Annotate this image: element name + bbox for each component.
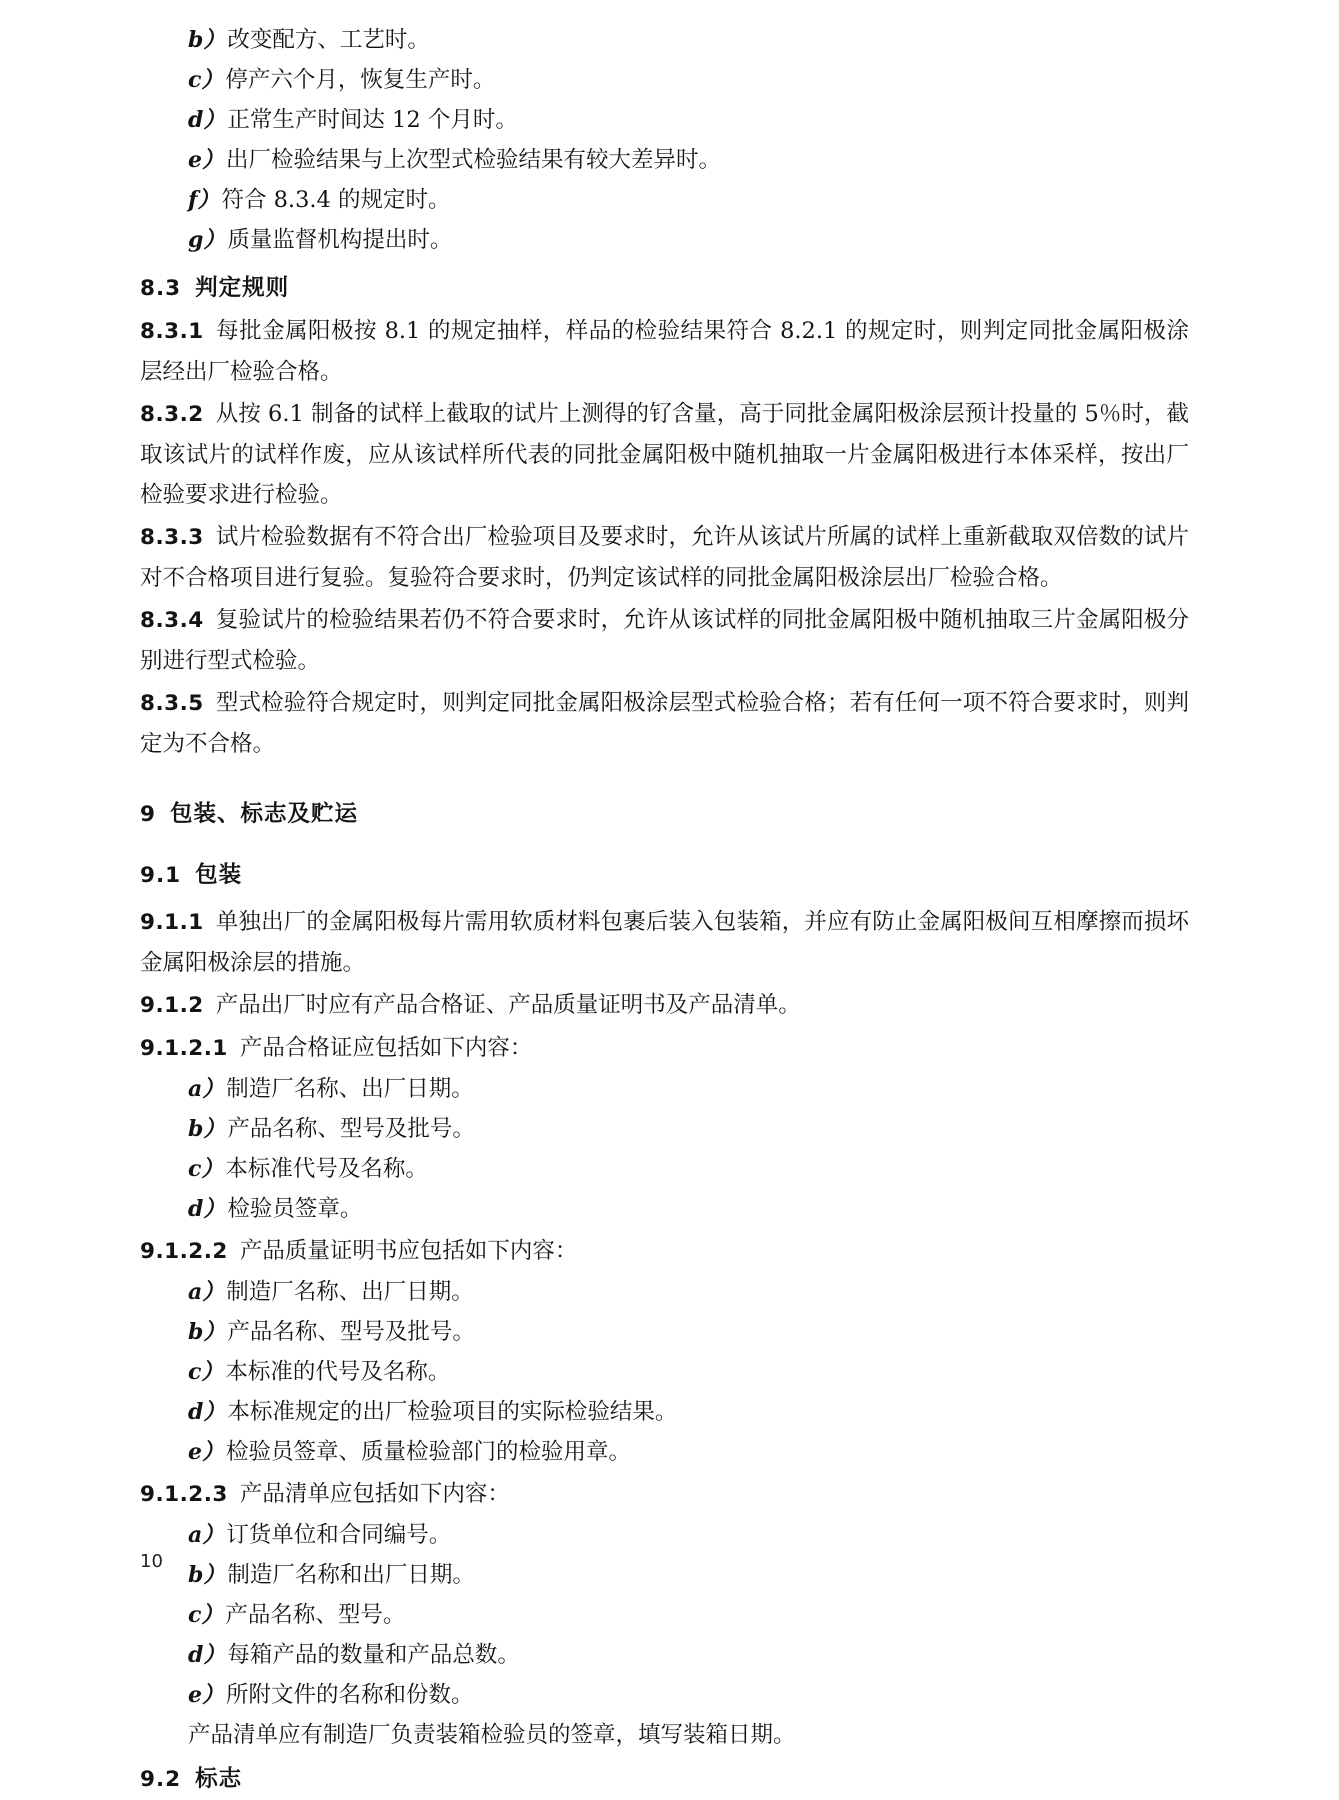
- list-item-marker: b）: [188, 27, 226, 53]
- clause-text: 复验试片的检验结果若仍不符合要求时，允许从该试样的同批金属阳极中随机抽取三片金属阳极分别进行型式检验。: [140, 607, 1189, 674]
- section-heading-8-3: [140, 268, 1189, 309]
- list-item-marker: c）: [188, 67, 224, 93]
- clause-text: 型式检验符合规定时，则判定同批金属阳极涂层型式检验合格；若有任何一项不符合要求时，则判定为不合格。: [140, 690, 1189, 757]
- clause-number: 8.3.2: [140, 402, 204, 427]
- list-item-marker: a）: [188, 1076, 225, 1102]
- clause-number: 8.3.4: [140, 608, 204, 633]
- list-item-text: 制造厂名称、出厂日期。: [226, 1279, 474, 1305]
- clause-text: 从按 6.1 制备的试样上截取的试片上测得的钌含量，高于同批金属阳极涂层预计投量的 5％时，截取该试片的试样作废，应从该试样所代表的同批金属阳极中随机抽取一片金属阳极进行本体采样，按出厂检验要求进行检验。: [140, 401, 1189, 508]
- list-item-text: 每箱产品的数量和产品总数。: [227, 1642, 520, 1668]
- clause-text: 单独出厂的金属阳极每片需用软质材料包裹后装入包装箱，并应有防止金属阳极间互相摩擦而损坏金属阳极涂层的措施。: [140, 909, 1189, 976]
- list-item-marker: c）: [188, 1156, 224, 1182]
- list-items-8-2: [140, 20, 1189, 260]
- clause-8-3-5: [140, 683, 1189, 764]
- list-item-marker: f）: [188, 187, 220, 213]
- list-item: [188, 1675, 1189, 1715]
- list-item-text: 改变配方、工艺时。: [227, 27, 430, 53]
- clause-number: 8.3.5: [140, 691, 204, 716]
- list-item-text: 检验员签章、质量检验部门的检验用章。: [226, 1439, 632, 1465]
- list-item: [188, 1069, 1189, 1109]
- section-title: 标志: [195, 1766, 243, 1792]
- clause-number: 9.1.2.3: [140, 1482, 228, 1507]
- list-item-text: 本标准代号及名称。: [225, 1156, 428, 1182]
- list-item: [188, 1109, 1189, 1149]
- list-item: [188, 1595, 1189, 1635]
- list-item-marker: g）: [188, 227, 226, 253]
- list-item: [188, 1555, 1189, 1595]
- list-item-marker: c）: [188, 1359, 224, 1385]
- clause-number: 8.3.3: [140, 525, 204, 550]
- section-title: 包装: [195, 862, 243, 888]
- clause-9-1-2-3: [140, 1474, 1189, 1515]
- list-item-text: 本标准规定的出厂检验项目的实际检验结果。: [227, 1399, 678, 1425]
- list-item-text: 停产六个月，恢复生产时。: [225, 67, 496, 93]
- list-item-marker: a）: [188, 1522, 225, 1548]
- list-item: [188, 1432, 1189, 1472]
- clause-number: 9.1.2.1: [140, 1036, 228, 1061]
- clause-text: 产品质量证明书应包括如下内容：: [239, 1238, 578, 1264]
- clause-8-3-3: [140, 517, 1189, 598]
- section-heading-9: [140, 794, 1189, 835]
- list-item-text: 产品名称、型号及批号。: [227, 1319, 475, 1345]
- list-item: [188, 1312, 1189, 1352]
- section-heading-9-2: [140, 1759, 1189, 1800]
- clause-text: 产品清单应包括如下内容：: [239, 1481, 510, 1507]
- section-number: 9.2: [140, 1767, 182, 1792]
- clause-number: 8.3.1: [140, 319, 204, 344]
- clause-8-3-2: [140, 394, 1189, 515]
- clause-text: 每批金属阳极按 8.1 的规定抽样，样品的检验结果符合 8.2.1 的规定时，则判定同批金属阳极涂层经出厂检验合格。: [140, 318, 1189, 385]
- clause-text: 产品合格证应包括如下内容：: [239, 1035, 533, 1061]
- list-item: [188, 220, 1189, 260]
- list-item-marker: a）: [188, 1279, 225, 1305]
- clause-number: 9.1.2.2: [140, 1239, 228, 1264]
- list-item: [188, 1272, 1189, 1312]
- list-item: [188, 1392, 1189, 1432]
- section-title: 包装、标志及贮运: [169, 801, 358, 827]
- list-item-text: 产品名称、型号及批号。: [227, 1116, 475, 1142]
- list-item-text: 所附文件的名称和份数。: [226, 1682, 474, 1708]
- list-item: [188, 1189, 1189, 1229]
- list-item-marker: d）: [188, 107, 226, 133]
- list-item-text: 正常生产时间达 12 个月时。: [227, 107, 518, 133]
- list-items-9-1-2-1: [140, 1069, 1189, 1229]
- list-item: [188, 1635, 1189, 1675]
- list-item-text: 符合 8.3.4 的规定时。: [221, 187, 451, 213]
- list-item: [188, 1352, 1189, 1392]
- list-item-text: 制造厂名称、出厂日期。: [226, 1076, 474, 1102]
- list-item-text: 本标准的代号及名称。: [225, 1359, 451, 1385]
- list-item-text: 订货单位和合同编号。: [226, 1522, 452, 1548]
- clause-number: 9.1.1: [140, 910, 204, 935]
- list-item-marker: b）: [188, 1562, 226, 1588]
- clause-text: 产品出厂时应有产品合格证、产品质量证明书及产品清单。: [215, 992, 801, 1018]
- list-item: [188, 100, 1189, 140]
- clause-9-1-2-2: [140, 1231, 1189, 1272]
- section-heading-9-1: [140, 855, 1189, 896]
- list-item-text: 出厂检验结果与上次型式检验结果有较大差异时。: [226, 147, 722, 173]
- clause-8-3-4: [140, 600, 1189, 681]
- page-number: 10: [140, 1551, 163, 1572]
- clause-9-1-2: [140, 985, 1189, 1026]
- section-number: 9.1: [140, 863, 182, 888]
- list-item-text: 检验员签章。: [227, 1196, 363, 1222]
- section-number: 8.3: [140, 276, 182, 301]
- section-title: 判定规则: [195, 275, 290, 301]
- list-item: [188, 140, 1189, 180]
- clause-9-1-2-3-note: 产品清单应有制造厂负责装箱检验员的签章，填写装箱日期。: [188, 1722, 796, 1748]
- list-item-text: 制造厂名称和出厂日期。: [227, 1562, 475, 1588]
- list-item-marker: d）: [188, 1642, 226, 1668]
- list-item: [188, 1515, 1189, 1555]
- list-item-marker: b）: [188, 1319, 226, 1345]
- list-item: [188, 20, 1189, 60]
- list-item-marker: c）: [188, 1602, 224, 1628]
- list-item-marker: e）: [188, 1682, 224, 1708]
- list-item: [188, 1149, 1189, 1189]
- clause-8-3-1: [140, 311, 1189, 392]
- clause-9-1-2-1: [140, 1028, 1189, 1069]
- list-item-marker: e）: [188, 1439, 224, 1465]
- list-item-marker: e）: [188, 147, 224, 173]
- list-item-text: 质量监督机构提出时。: [227, 227, 453, 253]
- list-item-text: 产品名称、型号。: [225, 1602, 406, 1628]
- list-item-marker: d）: [188, 1196, 226, 1222]
- list-items-9-1-2-3: [140, 1515, 1189, 1715]
- list-item: [188, 180, 1189, 220]
- list-items-9-1-2-2: [140, 1272, 1189, 1472]
- clause-number: 9.1.2: [140, 993, 204, 1018]
- section-number: 9: [140, 802, 156, 827]
- list-item-marker: b）: [188, 1116, 226, 1142]
- list-item-marker: d）: [188, 1399, 226, 1425]
- clause-9-1-1: [140, 902, 1189, 983]
- list-item: [188, 60, 1189, 100]
- clause-text: 试片检验数据有不符合出厂检验项目及要求时，允许从该试片所属的试样上重新截取双倍数的试片对不合格项目进行复验。复验符合要求时，仍判定该试样的同批金属阳极涂层出厂检验合格。: [140, 524, 1189, 591]
